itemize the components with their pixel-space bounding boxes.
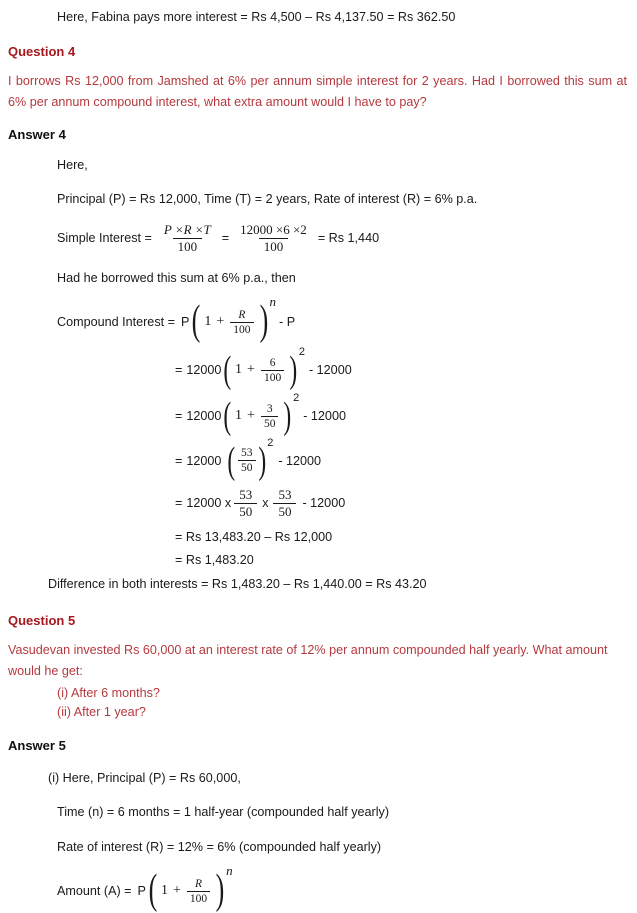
left-paren-icon: ( <box>148 867 158 913</box>
step2-group <box>221 392 300 438</box>
ci-step-5: = Rs 13,483.20 – Rs 12,000 <box>175 530 333 545</box>
step1-frac-numerator: 6 <box>269 356 276 369</box>
si-frac2-denominator: 100 <box>259 238 289 254</box>
right-paren-icon: ) <box>289 348 298 391</box>
amount-formula <box>0 863 637 913</box>
question-4-heading: Question 4 <box>8 44 76 59</box>
si-frac1-denominator: 100 <box>173 238 203 254</box>
si-label: Simple Interest = <box>57 230 152 245</box>
answer-4-here: Here, <box>57 158 88 172</box>
si-fraction-1 <box>159 223 216 253</box>
answer-5-rate: Rate of interest (R) = 12% = 6% (compounded half yearly) <box>57 840 382 855</box>
answer-4-given: Principal (P) = Rs 12,000, Time (T) = 2 years, Rate of interest (R) = 6% p.a. <box>57 192 478 206</box>
right-paren-icon: ) <box>215 867 225 913</box>
si-result: = Rs 1,440 <box>317 230 380 245</box>
ci-step-4 <box>0 488 637 518</box>
amount-principal: P <box>137 883 146 898</box>
compound-interest-formula <box>0 294 637 345</box>
si-fraction-2 <box>235 223 312 253</box>
step2-exponent: 2 <box>293 392 300 405</box>
ci-frac-numerator: R <box>238 308 246 321</box>
left-paren-icon: ( <box>223 348 232 391</box>
right-paren-icon: ) <box>259 298 268 345</box>
left-paren-icon: ( <box>227 439 236 482</box>
step1-tail: - 12000 <box>308 362 352 377</box>
amount-frac-numerator: R <box>194 877 202 890</box>
step2-plus: + <box>247 408 255 424</box>
step2-frac-denominator: 50 <box>261 416 279 430</box>
step3-exponent: 2 <box>267 436 274 449</box>
step4-frac1-denominator: 50 <box>234 503 257 519</box>
amount-frac-denominator: 100 <box>187 891 210 905</box>
step4-tail: - 12000 <box>302 495 346 510</box>
question-4-body: I borrows Rs 12,000 from Jamshed at 6% per annum simple interest for 2 years. Had I borrowed this sum at 6% per annum compound interest, what extra amount would I have to pay? <box>8 74 627 109</box>
step3-equals: = <box>175 453 183 468</box>
ci-step-6: = Rs 1,483.20 <box>175 553 254 568</box>
difference-line: Difference in both interests = Rs 1,483.20 – Rs 1,440.00 = Rs 43.20 <box>48 577 427 592</box>
ci-exponent: n <box>269 294 277 310</box>
step2-one: 1 <box>235 408 243 424</box>
step4-fraction-2 <box>273 488 296 518</box>
left-paren-icon: ( <box>192 298 201 345</box>
step4-equals: = <box>175 495 183 510</box>
step3-group <box>225 436 274 482</box>
amount-group <box>146 863 233 913</box>
intro-line: Here, Fabina pays more interest = Rs 4,500 – Rs 4,137.50 = Rs 362.50 <box>57 10 456 24</box>
right-paren-icon: ) <box>283 395 292 438</box>
step2-equals: = <box>175 409 183 424</box>
ci-minus-principal: - P <box>279 314 296 329</box>
step4-frac2-numerator: 53 <box>278 487 292 503</box>
step4-frac2-denominator: 50 <box>273 503 296 519</box>
answer-4-had-borrowed: Had he borrowed this sum at 6% p.a., then <box>57 271 296 286</box>
answer-4-heading: Answer 4 <box>8 127 66 142</box>
amount-fraction <box>187 878 210 905</box>
amount-plus: + <box>172 883 181 899</box>
si-equals-1: = <box>221 230 230 245</box>
question-5-heading: Question 5 <box>8 613 76 629</box>
step1-coefficient: 12000 <box>186 362 222 377</box>
simple-interest-equation <box>0 223 637 253</box>
answer-5-time: Time (n) = 6 months = 1 half-year (compounded half yearly) <box>57 805 390 820</box>
step4-fraction-1 <box>234 488 257 518</box>
step3-frac-numerator: 53 <box>241 447 253 460</box>
step2-fraction <box>261 403 279 430</box>
question-5-sub-item-2: (ii) After 1 year? <box>57 705 146 720</box>
ci-group <box>189 294 277 345</box>
step2-coefficient: 12000 <box>186 409 222 424</box>
right-paren-icon: ) <box>257 439 266 482</box>
left-paren-icon: ( <box>223 395 232 438</box>
step2-tail: - 12000 <box>303 409 346 424</box>
ci-label: Compound Interest = <box>57 314 175 329</box>
step1-exponent: 2 <box>298 345 305 358</box>
si-frac1-numerator: P ×R ×T <box>163 222 211 237</box>
step3-tail: - 12000 <box>278 453 322 468</box>
amount-exponent: n <box>226 863 233 879</box>
si-frac2-numerator: 12000 ×6 ×2 <box>240 222 307 237</box>
step1-fraction <box>261 357 284 384</box>
answer-5-principal: (i) Here, Principal (P) = Rs 60,000, <box>48 771 241 786</box>
amount-one: 1 <box>160 883 168 899</box>
ci-plus: + <box>216 314 225 330</box>
step4-coefficient: 12000 x <box>186 495 232 510</box>
step1-group <box>221 345 305 391</box>
step1-one: 1 <box>235 362 243 378</box>
step3-frac-denominator: 50 <box>238 460 256 474</box>
step3-coefficient: 12000 <box>186 453 222 468</box>
document-page <box>0 8 637 913</box>
ci-frac-denominator: 100 <box>230 322 253 336</box>
step1-plus: + <box>247 362 255 378</box>
step2-frac-numerator: 3 <box>266 402 273 415</box>
ci-fraction <box>230 309 253 336</box>
step4-frac1-numerator: 53 <box>239 487 253 503</box>
ci-step-3 <box>0 436 637 482</box>
question-5-body: Vasudevan invested Rs 60,000 at an interest rate of 12% per annum compounded half yearly. What amount would he get: <box>8 643 608 679</box>
answer-5-heading: Answer 5 <box>8 738 66 754</box>
step1-frac-denominator: 100 <box>261 370 284 384</box>
amount-label: Amount (A) = <box>57 883 132 898</box>
ci-one: 1 <box>204 314 212 330</box>
step1-equals: = <box>175 362 183 377</box>
step3-fraction <box>238 447 256 474</box>
step4-times: x <box>262 495 269 510</box>
ci-principal: P <box>180 314 190 329</box>
question-5-sub-item-1: (i) After 6 months? <box>57 686 160 701</box>
ci-step-1 <box>0 345 637 391</box>
ci-step-2 <box>0 392 637 438</box>
